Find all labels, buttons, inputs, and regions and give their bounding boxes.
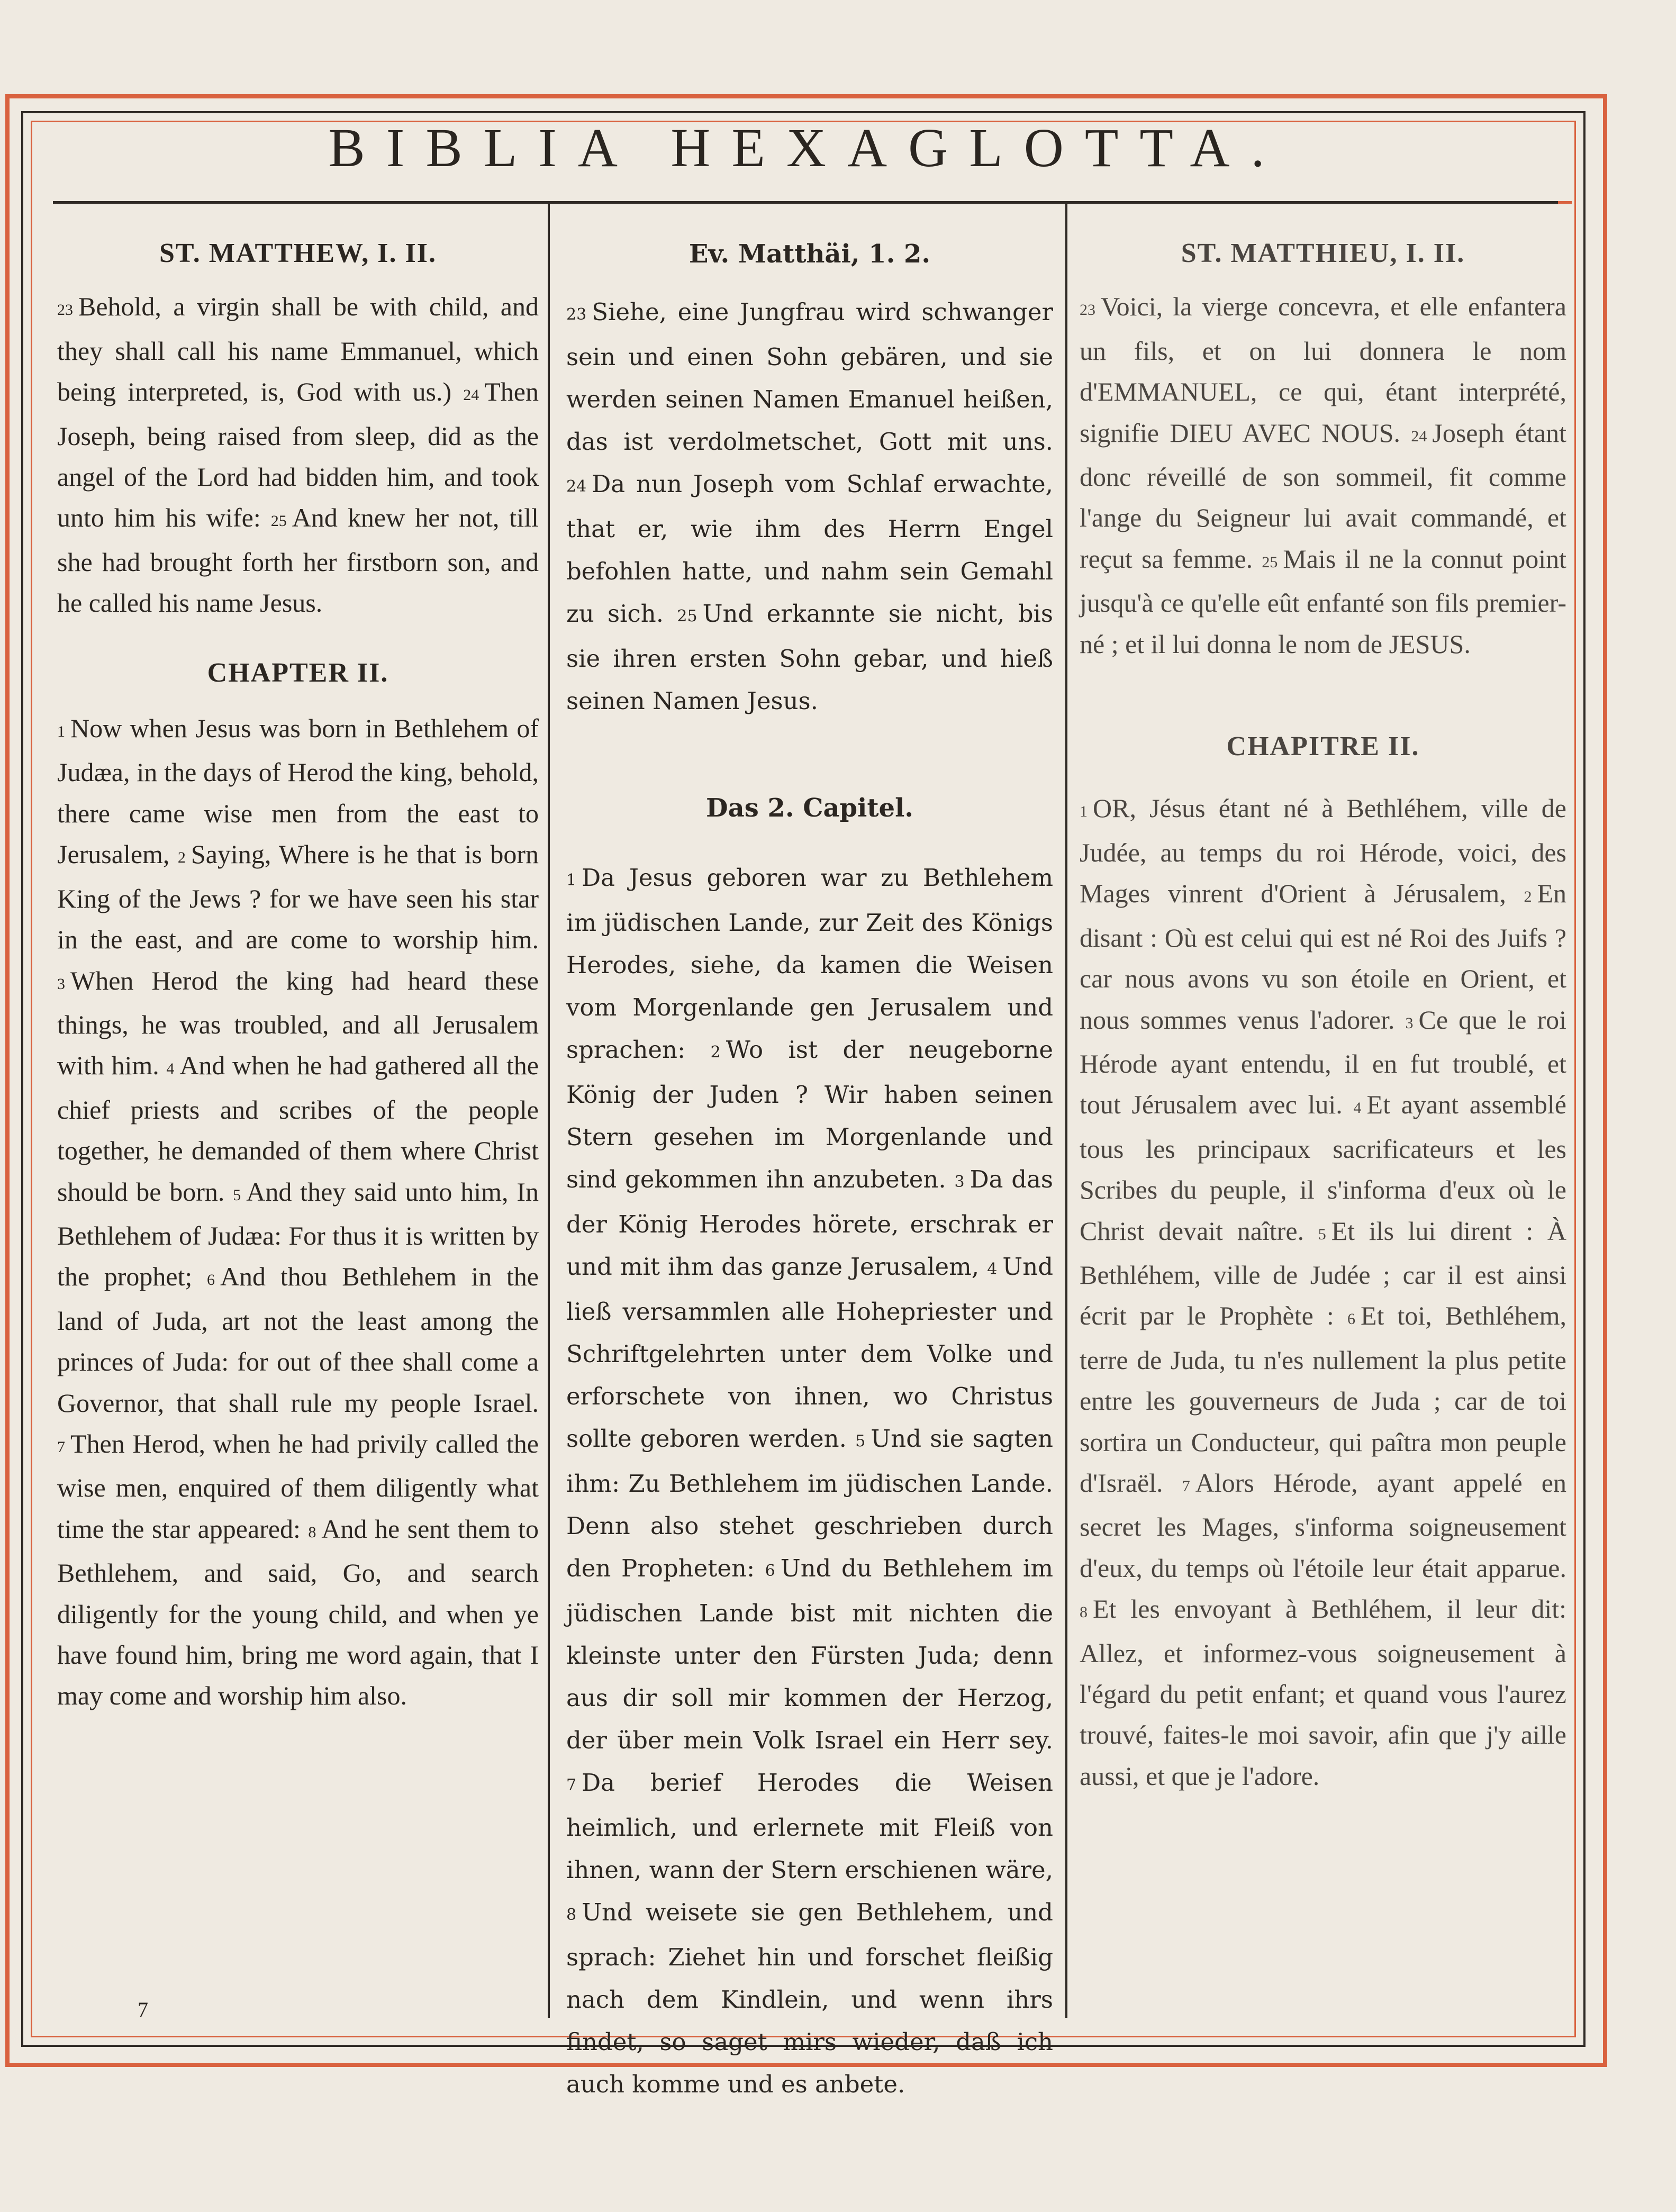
- verse-number: 24: [566, 477, 587, 496]
- french-chapter1-verses: [1080, 286, 1566, 665]
- verse-text: Und erkannte sie nicht, bis sie ihren ersten Sohn gebar, und hieß seinen Namen Jesus.: [566, 600, 1053, 715]
- verse-number: 8: [308, 1523, 316, 1541]
- verse-number: 23: [1080, 301, 1095, 319]
- verse-number: 3: [57, 975, 65, 993]
- verse-number: 8: [566, 1906, 577, 1924]
- verse-number: 4: [166, 1060, 175, 1078]
- english-column: [57, 233, 539, 1717]
- verse-text: Alors Hérode, ayant appelé en secret les Mages, s'informa soigneusement d'eux, du temps où l'étoile leur était apparue.: [1080, 1467, 1566, 1583]
- verse-number: 3: [954, 1173, 965, 1191]
- french-heading: ST. MATTHIEU, I. II.: [1181, 238, 1465, 268]
- verse-text: Saying, Where is he that is born King of the Jews ? for we have seen his star in the east, and are come to worship him.: [57, 839, 539, 955]
- verse-number: 6: [206, 1271, 215, 1289]
- verse-text: Da das der König Herodes hörete, erschrak er und mit ihm das ganze Jerusalem,: [566, 1165, 1053, 1281]
- verse-text: OR, Jésus étant né à Bethléhem, ville de Judée, au temps du roi Hérode, voici, des Mages vinrent d'Orient à Jérusalem,: [1080, 793, 1566, 909]
- verse-number: 2: [710, 1043, 721, 1062]
- verse-text: Then Herod, when he had privily called the wise men, enquired of them diligently what time the star appeared:: [57, 1428, 539, 1544]
- verse-number: 1: [57, 723, 65, 741]
- verse-text: When Herod the king had heard these things, he was troubled, and all Jerusalem with him.: [57, 965, 539, 1081]
- verse-text: En disant : Où est celui qui est né Roi des Juifs ? car nous avons vu son étoile en Orient, et nous sommes venus l'adorer.: [1080, 878, 1567, 1035]
- verse-number: 7: [1182, 1477, 1190, 1495]
- verse-text: Et ils lui dirent : À Bethléhem, ville de Judée ; car il est ainsi écrit par le Prophète :: [1080, 1216, 1567, 1331]
- verse-number: 23: [57, 301, 73, 319]
- verse-number: 2: [1524, 888, 1532, 906]
- verse-text: Et les envoyant à Bethléhem, il leur dit: Allez, et informez-vous soigneusement à l'égard du petit enfant; et quand vous l'aurez trouvé, faites-le moi savoir, afin que j'y aille aussi, et que je l'adore.: [1080, 1594, 1566, 1791]
- verse-number: 8: [1080, 1603, 1088, 1621]
- verse-text: And knew her not, till she had brought forth her firstborn son, and he called his name Jesus.: [57, 503, 539, 618]
- verse-number: 25: [270, 512, 287, 530]
- verse-text: Et toi, Bethléhem, terre de Juda, tu n'es nullement la plus petite entre les gouverneurs de Juda ; car de toi sortira un Conducteur, qui paîtra mon peuple d'Israël.: [1080, 1301, 1566, 1498]
- german-chapter1-verses: [566, 291, 1053, 722]
- verse-text: And he sent them to Bethlehem, and said, Go, and search diligently for the young child, and when ye have found him, bring me word again, that I may come and worship him also.: [57, 1513, 539, 1711]
- verse-number: 2: [177, 849, 186, 867]
- page-title: BIBLIA HEXAGLOTTA.: [328, 117, 1286, 178]
- verse-text: Wo ist der neugeborne König der Juden ? Wir haben seinen Stern gesehen im Morgenlande und sind gekommen ihn anzubeten.: [566, 1036, 1053, 1193]
- verse-number: 25: [1262, 553, 1278, 571]
- column-divider-right: [1065, 204, 1067, 2018]
- verse-text: Now when Jesus was born in Bethlehem of Judæa, in the days of Herod the king, behold, there came wise men from the east to Jerusalem,: [57, 713, 539, 869]
- english-chapter2-verses: [57, 708, 539, 1717]
- english-chapter-heading: CHAPTER II.: [207, 657, 389, 688]
- verse-text: Und sie sagten ihm: Zu Bethlehem im jüdischen Lande. Denn also stehet geschrieben durch den Propheten:: [566, 1425, 1053, 1582]
- verse-text: Voici, la vierge concevra, et elle enfantera un fils, et on lui donnera le nom d'EMMANUEL, ce qui, étant interprété, signifie DIEU AVEC NOUS.: [1080, 292, 1566, 448]
- verse-text: Und du Bethlehem im jüdischen Lande bist mit nichten die kleinste unter den Fürsten Juda; denn aus dir soll mir kommen der Herzog, der über mein Volk Israel ein Herr sey.: [566, 1554, 1053, 1754]
- verse-text: Behold, a virgin shall be with child, and they shall call his name Emmanuel, which being interpreted, is, God with us.): [57, 292, 539, 407]
- verse-number: 3: [1405, 1014, 1414, 1032]
- french-chapter2-verses: [1080, 788, 1566, 1797]
- verse-text: Und weisete sie gen Bethlehem, und sprach: Ziehet hin und forschet fleißig nach dem Kindlein, und wenn ihrs findet, so saget mirs wieder, daß ich auch komme und es anbete.: [566, 1898, 1053, 2098]
- verse-text: Then Joseph, being raised from sleep, did as the angel of the Lord had bidden him, and took unto him his wife:: [57, 377, 539, 533]
- verse-number: 4: [987, 1260, 998, 1279]
- verse-number: 1: [1080, 803, 1088, 821]
- verse-number: 1: [566, 871, 577, 890]
- german-column: [566, 233, 1053, 2106]
- verse-number: 4: [1353, 1099, 1362, 1117]
- verse-text: Joseph étant donc réveillé de son sommeil, fit comme l'ange du Seigneur lui avait commandé, et reçut sa femme.: [1080, 418, 1566, 574]
- verse-text: Mais il ne la connut point jusqu'à ce qu'elle eût enfanté son fils premier-né ; et il lui donna le nom de JESUS.: [1080, 543, 1566, 659]
- verse-number: 24: [1411, 427, 1427, 445]
- verse-text: Und ließ versammlen alle Hohepriester und Schriftgelehrten unter dem Volke und erforschete von ihnen, wo Christus sollte geboren werden.: [566, 1253, 1053, 1453]
- verse-number: 25: [677, 607, 697, 625]
- verse-text: Da nun Joseph vom Schlaf erwachte, that er, wie ihm des Herrn Engel befohlen hatte, und nahm sein Gemahl zu sich.: [566, 470, 1053, 628]
- verse-number: 6: [1347, 1310, 1355, 1328]
- german-chapter-heading: Das 2. Capitel.: [705, 793, 914, 823]
- verse-number: 7: [566, 1776, 577, 1794]
- verse-text: And when he had gathered all the chief priests and scribes of the people together, he demanded of them where Christ should be born.: [57, 1050, 539, 1207]
- verse-number: 7: [57, 1438, 65, 1456]
- french-chapter-heading: CHAPITRE II.: [1226, 731, 1420, 762]
- page-number: 7: [138, 1998, 148, 2021]
- verse-number: 5: [855, 1432, 866, 1451]
- verse-text: Da Jesus geboren war zu Bethlehem im jüdischen Lande, zur Zeit des Königs Herodes, siehe, da kamen die Weisen vom Morgenlande gen Jerusalem und sprachen:: [566, 864, 1053, 1064]
- verse-number: 23: [566, 305, 587, 324]
- verse-number: 5: [1318, 1225, 1326, 1243]
- german-heading: Ev. Matthäi, 1. 2.: [688, 239, 931, 269]
- title-divider: [53, 201, 1572, 204]
- verse-text: And thou Bethlehem in the land of Juda, art not the least among the princes of Juda: for out of thee shall come a Governor, that shall rule my people Israel.: [57, 1262, 539, 1418]
- french-column: [1080, 233, 1566, 1797]
- verse-text: Ce que le roi Hérode ayant entendu, il en fut troublé, et tout Jérusalem avec lui.: [1080, 1004, 1567, 1120]
- verse-number: 5: [233, 1186, 241, 1204]
- verse-text: Siehe, eine Jungfrau wird schwanger sein und einen Sohn gebären, und sie werden seinen Namen Emanuel heißen, das ist verdolmetschet, Gott mit uns.: [566, 298, 1053, 456]
- verse-number: 24: [463, 386, 479, 404]
- verse-text: And they said unto him, In Bethlehem of Judæa: For thus it is written by the prophet;: [57, 1176, 539, 1292]
- verse-text: Da berief Herodes die Weisen heimlich, und erlernete mit Fleiß von ihnen, wann der Stern erschienen wäre,: [566, 1769, 1053, 1884]
- english-chapter1-verses: [57, 286, 539, 623]
- verse-text: Et ayant assemblé tous les principaux sacrificateurs et les Scribes du peuple, il s'informa d'eux où le Christ devait naître.: [1080, 1090, 1566, 1246]
- verse-number: 6: [765, 1562, 775, 1580]
- german-chapter2-verses: [566, 857, 1053, 2106]
- english-heading: ST. MATTHEW, I. II.: [159, 238, 437, 268]
- column-divider-left: [548, 204, 550, 2018]
